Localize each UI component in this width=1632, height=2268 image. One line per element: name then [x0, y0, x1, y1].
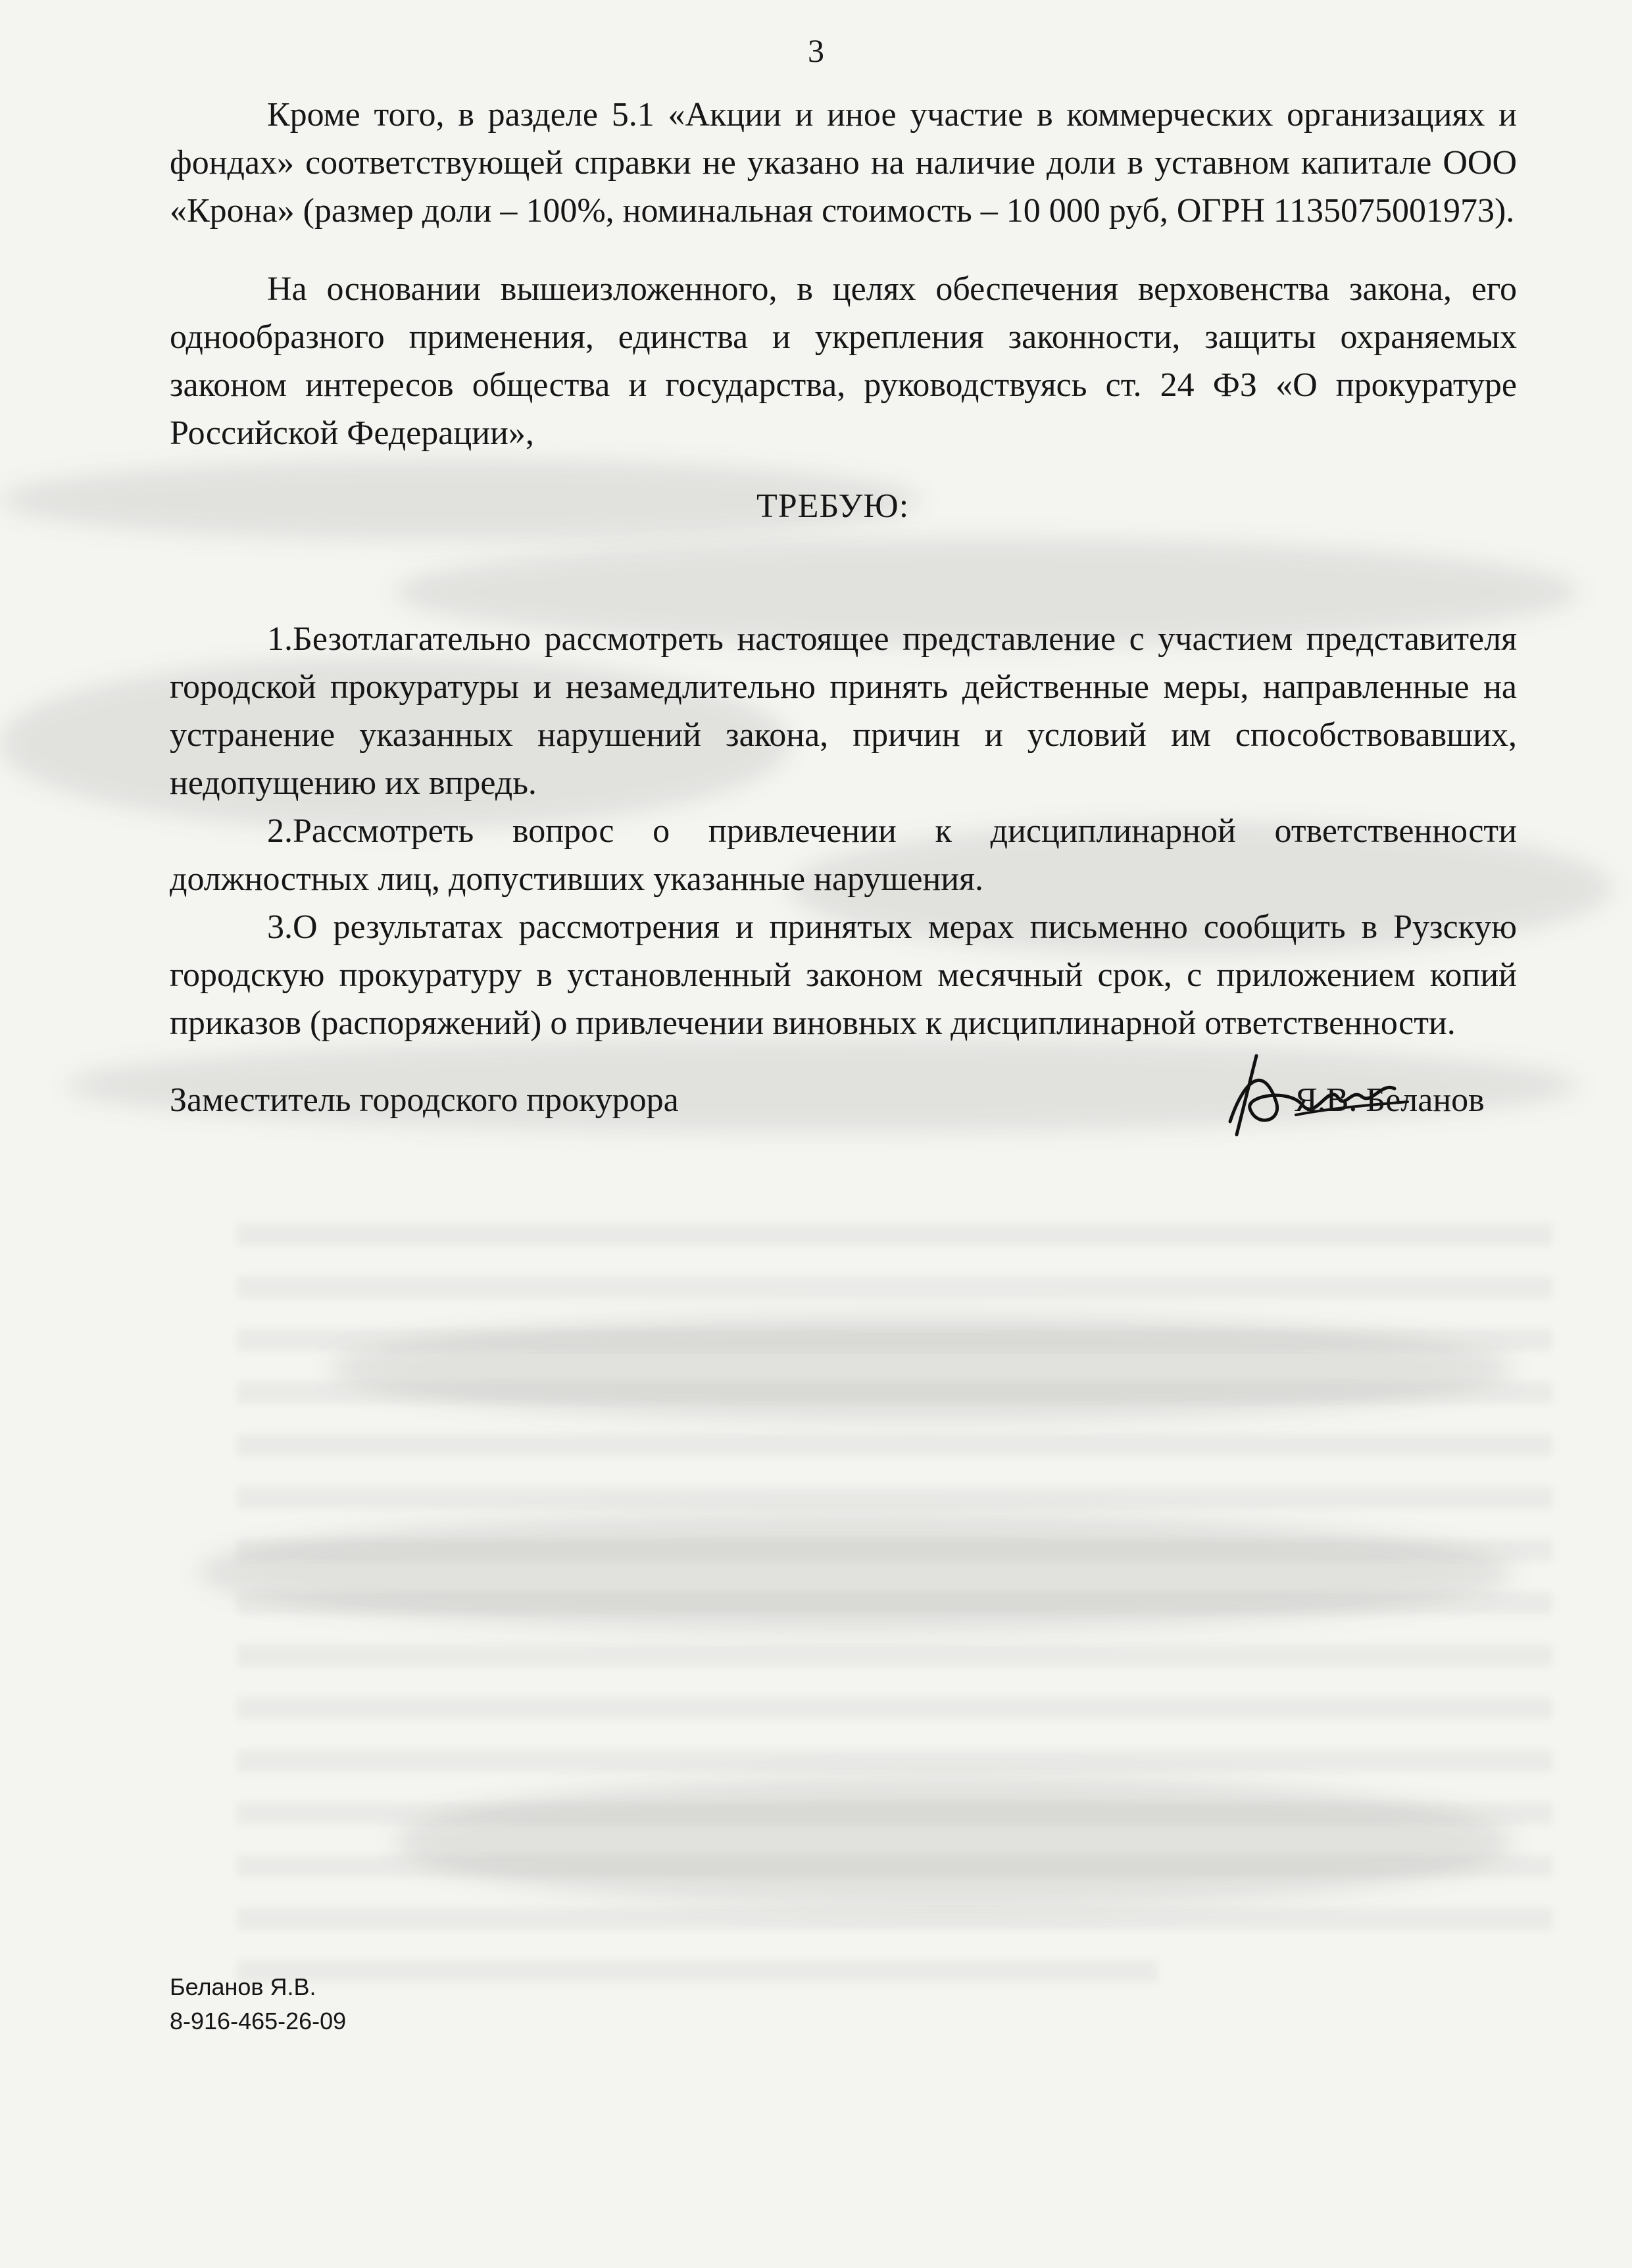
bleed-through-line [237, 1329, 1552, 1351]
bleed-through-line [237, 1539, 1552, 1562]
bleed-through-line [237, 1592, 1552, 1614]
scan-smudge [395, 1776, 1513, 1908]
executor-phone: 8-916-465-26-09 [170, 2008, 347, 2034]
basis-paragraph-text: На основании вышеизложенного, в целях обеспечения верховенства закона, его однообразного применения, единства и укрепления законности, защиты охраняемых законом интересов общества и государства, руководствуясь ст. 24 ФЗ «О прокуратуре Российской Федерации», [170, 270, 1517, 452]
bleed-through-line [237, 1276, 1552, 1298]
bleed-through-line [237, 1802, 1552, 1825]
bleed-through-line [237, 1381, 1552, 1404]
bleed-through-line [237, 1750, 1552, 1772]
executor-name: Беланов Я.В. [170, 1973, 316, 2000]
bleed-through-line [237, 1434, 1552, 1456]
demand-item-3: 3.О результатах рассмотрения и принятых мерах письменно сообщить в Рузскую городскую прокуратуру в установленный законом месячный срок, с приложением копий приказов (распоряжений) о привлечении виновных к дисциплинарной ответственности. [170, 908, 1517, 1042]
bleed-through-line [237, 1644, 1552, 1667]
page-number: 3 [808, 32, 824, 69]
scan-smudge [197, 1513, 1513, 1631]
demand-list [170, 615, 1517, 1047]
demand-item-2: 2.Рассмотреть вопрос о привлечении к дисциплинарной ответственности должностных лиц, допустивших указанные нарушения. [170, 812, 1517, 898]
bleed-through-line [237, 1960, 1158, 1983]
demand-item-1: 1.Безотлагательно рассмотреть настоящее представление с участием представителя городской прокуратуры и незамедлительно принять действенные меры, направленные на устранение указанных нарушений закона, причин и условий им способствовавших, недопущению их впредь. [170, 620, 1517, 802]
scan-smudge [329, 1316, 1513, 1421]
intro-paragraph [170, 91, 1517, 235]
bleed-through-line [237, 1855, 1552, 1877]
basis-paragraph [170, 265, 1517, 457]
signatory-name: Я.В. Беланов [1295, 1081, 1485, 1119]
bleed-through-line [237, 1487, 1552, 1509]
bleed-through-line [237, 1908, 1552, 1930]
bleed-through-line [237, 1223, 1552, 1246]
demand-heading: ТРЕБУЮ: [756, 487, 910, 525]
signatory-role: Заместитель городского прокурора [170, 1081, 679, 1119]
bleed-through-line [237, 1697, 1552, 1719]
intro-paragraph-text: Кроме того, в разделе 5.1 «Акции и иное участие в коммерческих организациях и фондах» соответствующей справки не указано на наличие доли в уставном капитале ООО «Крона» (размер доли – 100%, номинальная стоимость – 10 000 руб, ОГРН 1135075001973). [170, 96, 1517, 230]
